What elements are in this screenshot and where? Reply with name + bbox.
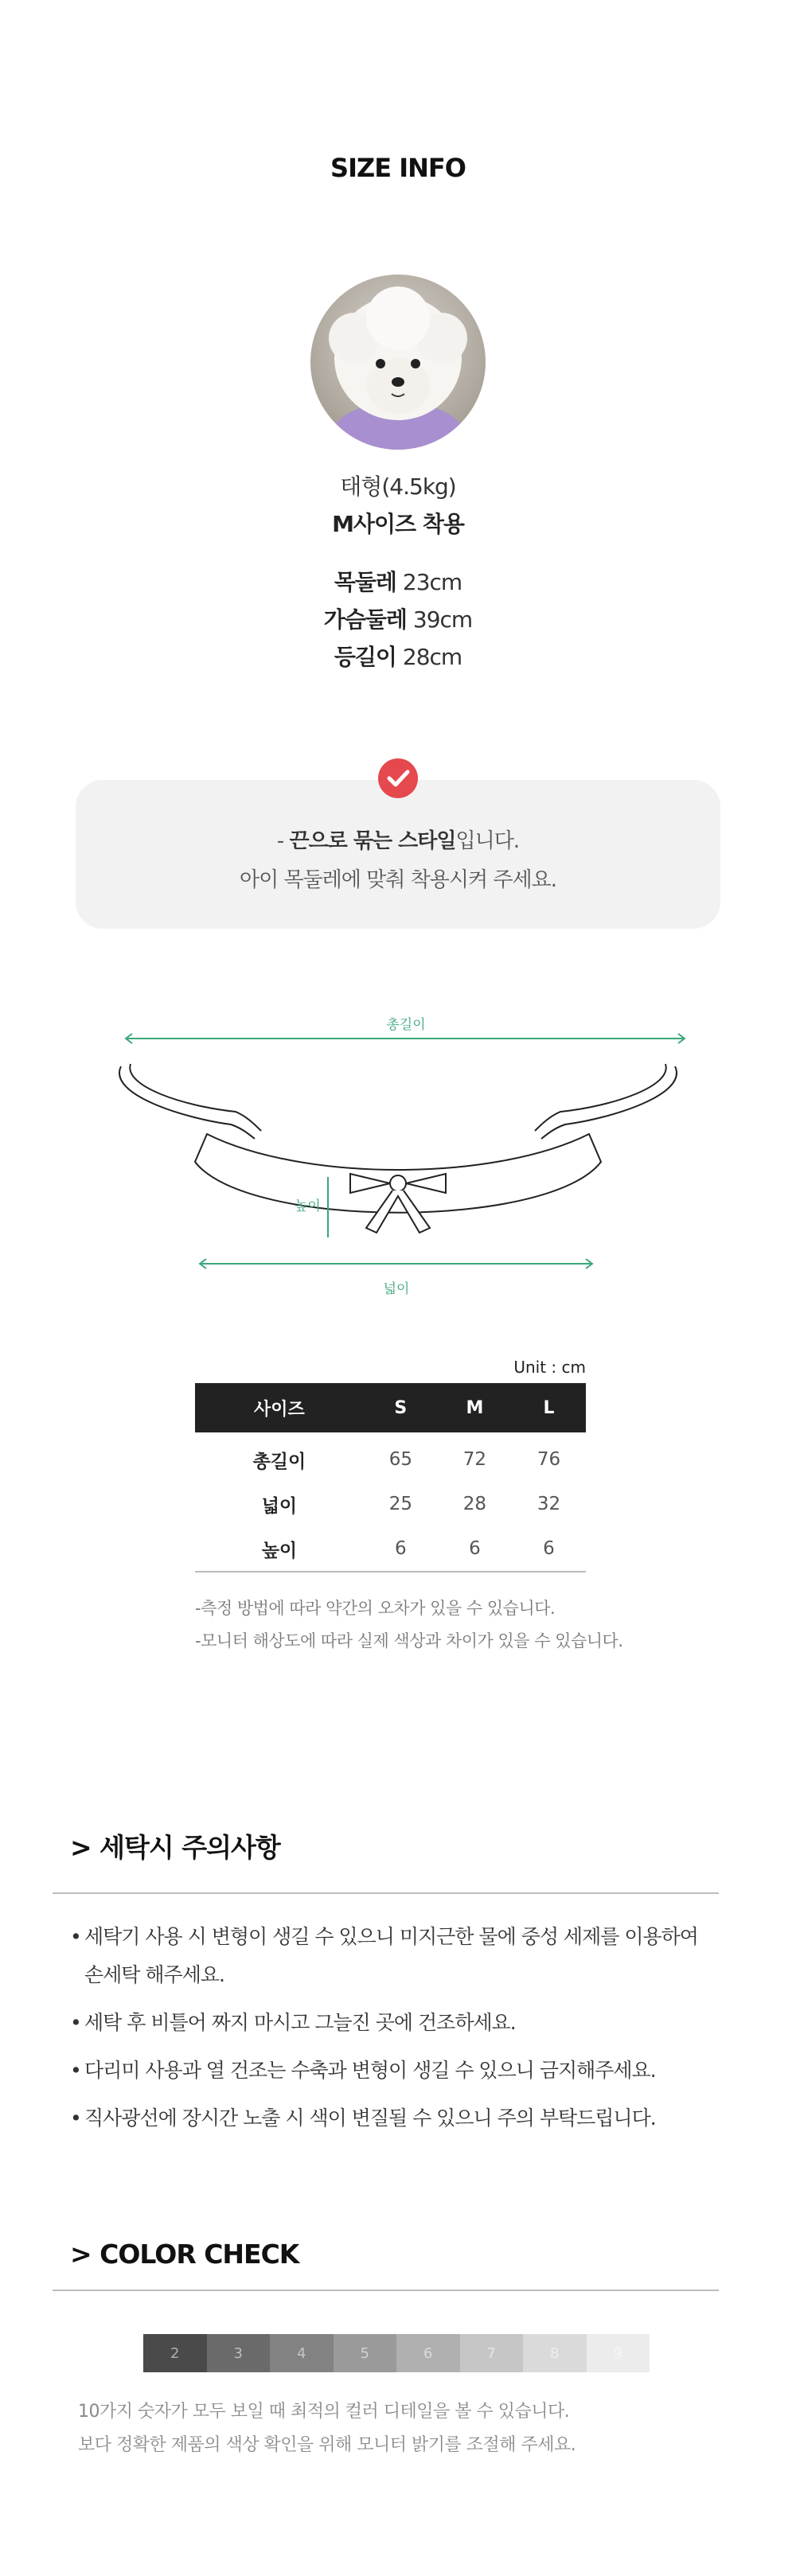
washing-item: • 세탁 후 비틀어 짜지 마시고 그늘진 곳에 건조하세요.: [70, 2011, 516, 2034]
washing-item: • 다리미 사용과 열 건조는 수축과 변형이 생길 수 있으니 금지해주세요.: [70, 2059, 656, 2082]
size-table: [195, 1383, 586, 1572]
table-row: [195, 1482, 586, 1526]
color-check-title: > COLOR CHECK: [70, 2239, 299, 2270]
table-cell: 6: [364, 1526, 438, 1572]
notice-line-1: - 끈으로 묶는 스타일입니다.: [276, 829, 520, 853]
color-swatch: 8: [523, 2334, 587, 2372]
measurement-neck: 목둘레 23cm: [334, 569, 462, 595]
table-note: -모니터 해상도에 따라 실제 색상과 차이가 있을 수 있습니다.: [195, 1631, 623, 1650]
measurement-chest: 가슴둘레 39cm: [323, 606, 473, 633]
table-header: M: [438, 1383, 512, 1432]
table-cell: 6: [438, 1526, 512, 1572]
pet-type: 태형(4.5kg): [340, 474, 456, 500]
table-row: [195, 1432, 586, 1482]
table-cell: 65: [388, 1449, 412, 1470]
unit-label: Unit : cm: [513, 1358, 586, 1377]
check-icon: [378, 758, 418, 798]
size-info-title: SIZE INFO: [330, 153, 466, 183]
washing-item: • 세탁기 사용 시 변형이 생길 수 있으니 미지근한 물에 중성 세제를 이용하여 손세탁 해주세요.: [70, 1925, 698, 1986]
table-cell: 32: [537, 1494, 561, 1514]
color-swatch: 9: [587, 2334, 650, 2372]
color-note: 10가지 숫자가 모두 보일 때 최적의 컬러 디테일을 볼 수 있습니다.: [78, 2402, 570, 2422]
color-swatch: 2: [143, 2334, 207, 2372]
washing-item: • 직사광선에 장시간 노출 시 색이 변질될 수 있으니 주의 부탁드립니다.: [70, 2106, 656, 2130]
row-label: 총길이: [252, 1451, 306, 1472]
total-length-label: 총길이: [386, 1017, 426, 1033]
section-divider: [53, 1892, 719, 1894]
size-diagram: [103, 1007, 693, 1317]
row-label: 넓이: [261, 1495, 298, 1517]
table-cell: 28: [462, 1494, 487, 1514]
table-cell: 25: [388, 1494, 412, 1514]
table-note: -측정 방법에 따라 약간의 오차가 있을 수 있습니다.: [195, 1599, 556, 1618]
section-divider: [53, 2290, 719, 2291]
table-cell: 76: [537, 1449, 561, 1470]
color-swatch: 5: [334, 2334, 397, 2372]
table-header: L: [512, 1383, 586, 1432]
color-swatch: 7: [460, 2334, 524, 2372]
height-label: 높이: [295, 1198, 321, 1214]
wearing-size: M사이즈 착용: [332, 511, 464, 537]
measurement-back: 등길이 28cm: [334, 644, 462, 670]
color-note: 보다 정확한 제품의 색상 확인을 위해 모니터 밝기를 조절해 주세요.: [78, 2435, 576, 2455]
row-label: 높이: [195, 1526, 364, 1572]
table-header-row: [195, 1383, 586, 1432]
color-swatch: 6: [396, 2334, 460, 2372]
washing-section-title: > 세탁시 주의사항: [70, 1832, 280, 1863]
table-header: 사이즈: [195, 1383, 364, 1432]
dog-photo: [310, 275, 486, 450]
width-label: 넓이: [383, 1281, 410, 1297]
notice-line-2: 아이 목둘레에 맞춰 착용시켜 주세요.: [239, 868, 557, 892]
table-header: S: [364, 1383, 438, 1432]
color-swatch: 3: [207, 2334, 271, 2372]
color-check-strip: [143, 2334, 650, 2372]
table-row: [195, 1526, 586, 1572]
style-notice-box: [76, 780, 720, 929]
color-swatch: 4: [270, 2334, 334, 2372]
table-cell: 6: [512, 1526, 586, 1572]
table-cell: 72: [462, 1449, 487, 1470]
